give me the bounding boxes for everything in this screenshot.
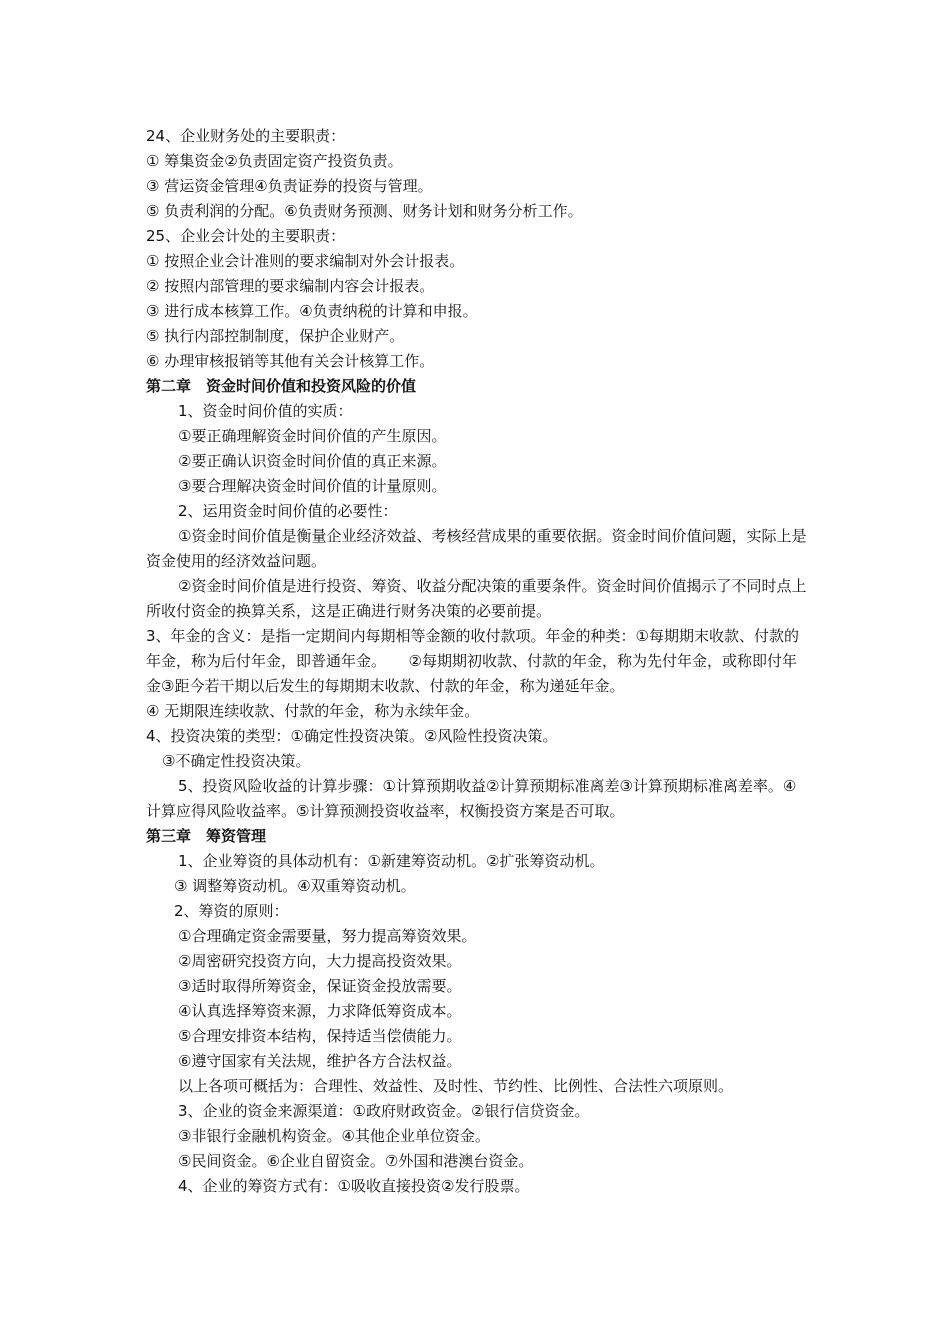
text-line: ① 按照企业会计准则的要求编制对外会计报表。 <box>146 252 465 270</box>
text-line: ①合理确定资金需要量，努力提高筹资效果。 <box>178 927 477 945</box>
chapter-heading: 第三章 筹资管理 <box>146 827 267 845</box>
text-line: 3、企业的资金来源渠道：①政府财政资金。②银行信贷资金。 <box>178 1102 590 1120</box>
text-line: ③不确定性投资决策。 <box>162 752 311 770</box>
text-line: ④认真选择筹资来源，力求降低筹资成本。 <box>178 1002 462 1020</box>
text-line: 2、运用资金时间价值的必要性： <box>178 502 398 520</box>
text-line: 3、年金的含义：是指一定期间内每期相等金额的收付款项。年金的种类：①每期期末收款、付款的年金，称为后付年金，即普通年金。 ②每期期初收款、付款的年金，称为先付年金，或称即付年金③距今若干期以后发生的每期期末收款、付款的年金，称为递延年金。 <box>146 627 799 695</box>
text-line: ②要正确认识资金时间价值的真正来源。 <box>178 452 447 470</box>
chapter-heading: 第二章 资金时间价值和投资风险的价值 <box>146 377 417 395</box>
text-line: 5、投资风险收益的计算步骤：①计算预期收益②计算预期标准离差③计算预期标准离差率。④计算应得风险收益率。⑤计算预测投资收益率，权衡投资方案是否可取。 <box>146 777 797 820</box>
text-line: ②资金时间价值是进行投资、筹资、收益分配决策的重要条件。资金时间价值揭示了不同时点上所收付资金的换算关系，这是正确进行财务决策的必要前提。 <box>146 577 807 620</box>
text-line: ⑤ 执行内部控制制度，保护企业财产。 <box>146 327 405 345</box>
text-line: ③非银行金融机构资金。④其他企业单位资金。 <box>178 1127 490 1145</box>
text-line: ④ 无期限连续收款、付款的年金，称为永续年金。 <box>146 702 480 720</box>
text-line: ⑤合理安排资本结构，保持适当偿债能力。 <box>178 1027 462 1045</box>
text-line: 以上各项可概括为：合理性、效益性、及时性、节约性、比例性、合法性六项原则。 <box>178 1077 734 1095</box>
text-line: ① 筹集资金②负责固定资产投资负责。 <box>146 152 403 170</box>
text-line: ⑥ 办理审核报销等其他有关会计核算工作。 <box>146 352 435 370</box>
text-line: ⑤ 负责利润的分配。⑥负责财务预测、财务计划和财务分析工作。 <box>146 202 583 220</box>
text-line: 25、企业会计处的主要职责： <box>146 227 346 245</box>
text-line: ③ 进行成本核算工作。④负责纳税的计算和申报。 <box>146 302 478 320</box>
text-line: ② 按照内部管理的要求编制内容会计报表。 <box>146 277 435 295</box>
text-line: ①要正确理解资金时间价值的产生原因。 <box>178 427 447 445</box>
text-line: 4、投资决策的类型：①确定性投资决策。②风险性投资决策。 <box>146 727 558 745</box>
text-line: ③适时取得所筹资金，保证资金投放需要。 <box>178 977 462 995</box>
text-line: ③ 营运资金管理④负责证券的投资与管理。 <box>146 177 433 195</box>
text-line: ①资金时间价值是衡量企业经济效益、考核经营成果的重要依据。资金时间价值问题，实际上是资金使用的经济效益问题。 <box>146 527 807 570</box>
text-line: 1、资金时间价值的实质： <box>178 402 353 420</box>
text-line: 2、筹资的原则： <box>174 902 289 920</box>
document-body <box>146 124 810 1199</box>
text-line: ③ 调整筹资动机。④双重筹资动机。 <box>174 877 416 895</box>
text-line: 4、企业的筹资方式有：①吸收直接投资②发行股票。 <box>178 1177 530 1195</box>
text-line: ②周密研究投资方向，大力提高投资效果。 <box>178 952 462 970</box>
text-line: 1、企业筹资的具体动机有：①新建筹资动机。②扩张筹资动机。 <box>178 852 605 870</box>
text-line: ③要合理解决资金时间价值的计量原则。 <box>178 477 447 495</box>
text-line: ⑥遵守国家有关法规，维护各方合法权益。 <box>178 1052 462 1070</box>
text-line: ⑤民间资金。⑥企业自留资金。⑦外国和港澳台资金。 <box>178 1152 534 1170</box>
text-line: 24、企业财务处的主要职责： <box>146 127 346 145</box>
